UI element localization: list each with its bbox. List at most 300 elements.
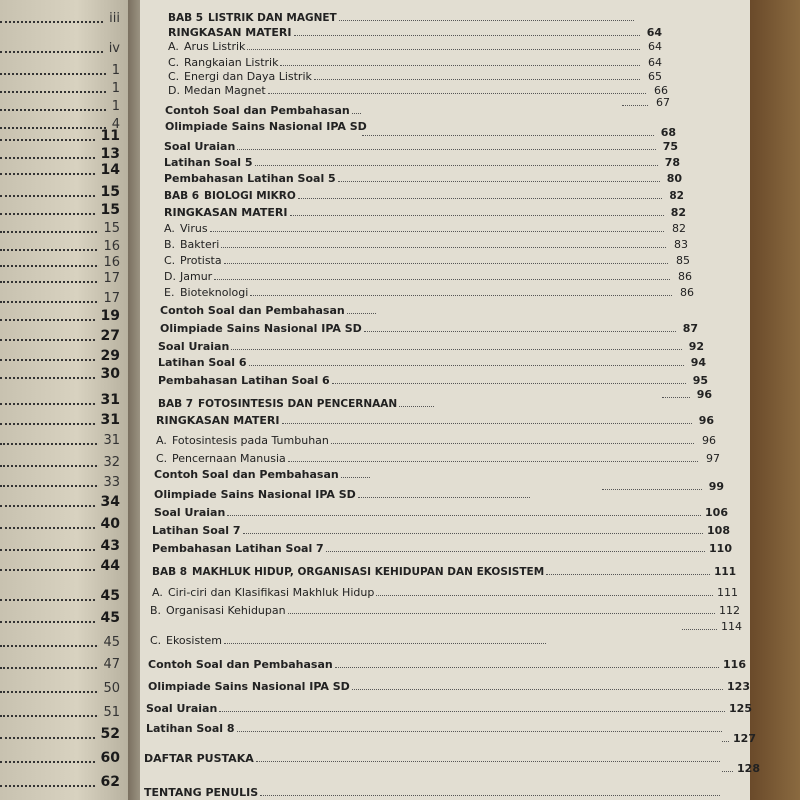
toc-entry: [152, 566, 736, 578]
left-page: [0, 0, 128, 800]
leader-dots: [0, 351, 95, 361]
leader-dots: [214, 279, 670, 280]
page-number: 65: [648, 70, 662, 83]
leader-dots: [249, 365, 684, 366]
leader-dots: [399, 406, 434, 407]
toc-entry: [148, 680, 750, 693]
toc-entry: [168, 56, 662, 69]
leader-dots: [288, 613, 715, 614]
page-number: 44: [100, 558, 120, 574]
leader-dots: [294, 35, 641, 36]
toc-entry: [165, 120, 365, 133]
page-number: 17: [103, 290, 120, 306]
left-page-row: [0, 748, 120, 768]
leader-dots: [347, 313, 376, 314]
page-number: 52: [100, 726, 120, 742]
toc-prefix: BAB 7: [158, 398, 194, 410]
leader-dots: [0, 457, 97, 467]
toc-title: MAKHLUK HIDUP, ORGANISASI KEHIDUPAN DAN EKOSISTEM: [192, 566, 545, 578]
toc-entry: [164, 270, 692, 283]
page-number: 128: [737, 762, 760, 775]
left-page-row: [0, 586, 120, 606]
page-number: 33: [103, 474, 120, 490]
toc-entry: [158, 340, 704, 353]
toc-title: Pembahasan Latihan Soal 6: [158, 374, 330, 387]
page-number: 32: [103, 454, 120, 470]
toc-entry: [165, 104, 365, 117]
leader-dots: [0, 561, 95, 571]
page-number: 13: [100, 146, 120, 162]
left-page-row: [0, 608, 120, 628]
toc-entry: [144, 786, 724, 799]
page-number: 127: [733, 732, 756, 745]
leader-dots: [231, 349, 682, 350]
page-number: 68: [660, 126, 676, 139]
leader-dots: [243, 533, 703, 534]
toc-entry: [146, 702, 752, 715]
page-number: 1: [111, 80, 120, 96]
toc-title: Soal Uraian: [146, 702, 218, 715]
leader-dots: [280, 65, 640, 66]
toc-entry: [164, 190, 684, 202]
toc-prefix: B.: [164, 238, 176, 251]
leader-dots: [682, 629, 717, 630]
page-number: 99: [708, 480, 724, 493]
leader-dots: [546, 574, 710, 575]
toc-entry: [156, 414, 714, 427]
leader-dots: [352, 113, 361, 114]
leader-dots: [227, 515, 701, 516]
left-page-row: [0, 472, 120, 492]
toc-title: Olimpiade Sains Nasional IPA SD: [154, 488, 356, 501]
leader-dots: [0, 43, 103, 53]
page-number: 64: [648, 40, 662, 53]
leader-dots: [0, 729, 95, 739]
left-page-row: [0, 492, 120, 512]
page-number: 17: [103, 270, 120, 286]
toc-title: Fotosintesis pada Tumbuhan: [172, 434, 329, 447]
page-number: 27: [100, 328, 120, 344]
leader-dots: [237, 149, 656, 150]
page-number: 34: [100, 494, 120, 510]
toc-entry: [158, 398, 438, 410]
toc-title: Bakteri: [180, 238, 220, 251]
toc-entry: [152, 586, 738, 599]
leader-dots: [210, 231, 664, 232]
toc-entry: [164, 254, 690, 267]
left-page-row: [0, 38, 120, 58]
page-number: 64: [646, 26, 662, 39]
leader-dots: [331, 443, 694, 444]
leader-dots: [332, 383, 686, 384]
toc-prefix: C.: [168, 70, 180, 83]
page-number: 50: [103, 680, 120, 696]
page-number: 64: [648, 56, 662, 69]
leader-dots: [376, 595, 713, 596]
toc-entry: [164, 156, 680, 169]
toc-entry: [152, 524, 730, 537]
leader-dots: [0, 519, 95, 529]
leader-dots: [256, 761, 720, 762]
leader-dots: [722, 771, 733, 772]
toc-prefix: A.: [152, 586, 163, 599]
toc-title: Pembahasan Latihan Soal 5: [164, 172, 336, 185]
page-number: 82: [670, 206, 686, 219]
toc-prefix: BAB 8: [152, 566, 188, 578]
page-number: 110: [709, 542, 732, 555]
toc-title: RINGKASAN MATERI: [164, 206, 288, 219]
leader-dots: [0, 435, 97, 445]
leader-dots: [250, 295, 672, 296]
toc-title: Virus: [180, 222, 208, 235]
page-number: iv: [108, 40, 120, 56]
toc-entry: [660, 388, 712, 401]
page-number: 45: [103, 634, 120, 650]
page-number: 60: [100, 750, 120, 766]
toc-title: Olimpiade Sains Nasional IPA SD: [148, 680, 350, 693]
toc-title: Contoh Soal dan Pembahasan: [165, 104, 350, 117]
left-page-row: [0, 200, 120, 220]
toc-entry: [144, 752, 724, 765]
toc-title: Ciri-ciri dan Klasifikasi Makhluk Hidup: [168, 586, 375, 599]
page-number: 123: [727, 680, 750, 693]
leader-dots: [224, 643, 546, 644]
page-number: 31: [103, 432, 120, 448]
toc-entry: [164, 206, 686, 219]
left-page-row: [0, 536, 120, 556]
wooden-table: [750, 0, 800, 800]
left-page-row: [0, 126, 120, 146]
page-number: 51: [103, 704, 120, 720]
toc-prefix: C.: [150, 634, 162, 647]
page-number: 85: [676, 254, 690, 267]
toc-entry: [164, 140, 678, 153]
leader-dots: [282, 423, 693, 424]
toc-entry: [150, 604, 740, 617]
page-number: 30: [100, 366, 120, 382]
page-number: 86: [680, 286, 694, 299]
toc-prefix: BAB 5: [168, 12, 204, 24]
page-number: 82: [672, 222, 686, 235]
toc-entry: [168, 70, 662, 83]
page-number: 116: [723, 658, 746, 671]
page-number: 111: [717, 586, 738, 599]
left-page-row: [0, 556, 120, 576]
leader-dots: [602, 489, 702, 490]
page-number: iii: [109, 10, 120, 26]
page-number: 31: [100, 392, 120, 408]
toc-title: Olimpiade Sains Nasional IPA SD: [165, 120, 367, 133]
leader-dots: [237, 731, 722, 732]
leader-dots: [335, 667, 719, 668]
leader-dots: [0, 13, 103, 23]
page-number: 66: [654, 84, 668, 97]
page-number: 16: [103, 238, 120, 254]
toc-title: Soal Uraian: [158, 340, 230, 353]
leader-dots: [290, 215, 665, 216]
toc-entry: [620, 96, 670, 109]
left-page-row: [0, 410, 120, 430]
left-page-row: [0, 288, 120, 308]
leader-dots: [255, 165, 658, 166]
page-number: 78: [664, 156, 680, 169]
toc-entry: [164, 222, 686, 235]
toc-entry: [168, 26, 662, 39]
toc-title: FOTOSINTESIS DAN PENCERNAAN: [198, 398, 398, 410]
page-number: 111: [714, 566, 736, 578]
left-page-row: [0, 268, 120, 288]
leader-dots: [0, 541, 95, 551]
left-page-row: [0, 306, 120, 326]
leader-dots: [219, 711, 725, 712]
toc-title: Contoh Soal dan Pembahasan: [148, 658, 333, 671]
toc-prefix: C.: [164, 254, 176, 267]
page-number: 92: [688, 340, 704, 353]
leader-dots: [0, 131, 95, 141]
page-number: 112: [719, 604, 740, 617]
page-number: 96: [698, 414, 714, 427]
toc-entry: [150, 634, 550, 647]
toc-entry: [152, 542, 732, 555]
left-page-row: [0, 346, 120, 366]
leader-dots: [288, 461, 698, 462]
leader-dots: [0, 415, 95, 425]
toc-entry: [158, 374, 708, 387]
leader-dots: [362, 135, 654, 136]
page-number: 47: [103, 656, 120, 672]
toc-title: Soal Uraian: [154, 506, 226, 519]
page-number: 86: [678, 270, 692, 283]
toc-entry: [720, 762, 760, 775]
toc-entry: [164, 238, 688, 251]
leader-dots: [0, 149, 95, 159]
toc-title: Olimpiade Sains Nasional IPA SD: [160, 322, 362, 335]
page-number: 96: [702, 434, 716, 447]
page-number: 106: [705, 506, 728, 519]
page-number: 16: [103, 254, 120, 270]
toc-title: Latihan Soal 5: [164, 156, 253, 169]
page-number: 1: [111, 62, 120, 78]
page-number: 83: [674, 238, 688, 251]
toc-prefix: C.: [156, 452, 168, 465]
toc-entry: [168, 12, 638, 24]
toc-entry: [680, 620, 742, 633]
toc-entry: [148, 658, 746, 671]
left-page-row: [0, 724, 120, 744]
leader-dots: [260, 795, 720, 796]
leader-dots: [326, 551, 705, 552]
toc-title: Latihan Soal 8: [146, 722, 235, 735]
leader-dots: [0, 613, 95, 623]
toc-title: DAFTAR PUSTAKA: [144, 752, 254, 765]
left-page-row: [0, 160, 120, 180]
page-number: 80: [666, 172, 682, 185]
leader-dots: [0, 777, 95, 787]
left-page-row: [0, 218, 120, 238]
leader-dots: [0, 65, 106, 75]
page-number: 62: [100, 774, 120, 790]
leader-dots: [0, 101, 106, 111]
toc-entry: [160, 304, 380, 317]
page-number: 95: [692, 374, 708, 387]
leader-dots: [0, 707, 97, 717]
toc-title: Latihan Soal 6: [158, 356, 247, 369]
toc-title: Pembahasan Latihan Soal 7: [152, 542, 324, 555]
left-page-row: [0, 364, 120, 384]
toc-title: Bioteknologi: [180, 286, 249, 299]
leader-dots: [0, 223, 97, 233]
page-number: 75: [662, 140, 678, 153]
left-page-row: [0, 452, 120, 472]
page-number: 31: [100, 412, 120, 428]
leader-dots: [722, 741, 729, 742]
leader-dots: [0, 369, 95, 379]
page-number: 114: [721, 620, 742, 633]
left-page-row: [0, 632, 120, 652]
page-number: 45: [100, 588, 120, 604]
toc-title: Contoh Soal dan Pembahasan: [154, 468, 339, 481]
page-number: 97: [706, 452, 720, 465]
page-number: 87: [682, 322, 698, 335]
page-number: 14: [100, 162, 120, 178]
leader-dots: [298, 198, 662, 199]
page-number: 40: [100, 516, 120, 532]
leader-dots: [268, 93, 646, 94]
left-page-row: [0, 182, 120, 202]
page-number: 15: [103, 220, 120, 236]
leader-dots: [0, 273, 97, 283]
left-page-row: [0, 60, 120, 80]
left-page-row: [0, 678, 120, 698]
leader-dots: [0, 187, 95, 197]
toc-prefix: D.: [164, 270, 176, 283]
left-page-row: [0, 8, 120, 28]
page-number: 94: [690, 356, 706, 369]
toc-title: Jamur: [180, 270, 213, 283]
leader-dots: [0, 497, 95, 507]
page-number: 96: [696, 388, 712, 401]
left-page-row: [0, 390, 120, 410]
leader-dots: [0, 591, 95, 601]
page-number: 15: [100, 202, 120, 218]
leader-dots: [0, 331, 95, 341]
toc-entry: [160, 322, 698, 335]
page-number: 1: [111, 98, 120, 114]
leader-dots: [314, 79, 640, 80]
toc-entry: [600, 480, 724, 493]
leader-dots: [0, 477, 97, 487]
leader-dots: [0, 637, 97, 647]
page-number: 67: [656, 96, 670, 109]
toc-entry: [720, 732, 756, 745]
leader-dots: [662, 397, 690, 398]
toc-entry: [168, 40, 662, 53]
left-page-row: [0, 326, 120, 346]
page-number: 4: [111, 116, 120, 132]
toc-title: Ekosistem: [166, 634, 222, 647]
toc-title: Arus Listrik: [184, 40, 246, 53]
toc-entry: [154, 468, 374, 481]
toc-prefix: C.: [168, 56, 180, 69]
toc-prefix: A.: [164, 222, 175, 235]
leader-dots: [247, 49, 640, 50]
toc-title: RINGKASAN MATERI: [168, 26, 292, 39]
toc-title: RINGKASAN MATERI: [156, 414, 280, 427]
left-page-row: [0, 702, 120, 722]
leader-dots: [0, 659, 97, 669]
toc-entry: [154, 488, 534, 501]
page-number: 43: [100, 538, 120, 554]
leader-dots: [339, 20, 634, 21]
toc-title: BIOLOGI MIKRO: [204, 190, 296, 202]
toc-title: Pencernaan Manusia: [172, 452, 286, 465]
leader-dots: [622, 105, 648, 106]
toc-title: LISTRIK DAN MAGNET: [208, 12, 337, 24]
toc-entry: [168, 84, 668, 97]
toc-entry: [154, 506, 728, 519]
leader-dots: [0, 293, 97, 303]
leader-dots: [0, 205, 95, 215]
toc-prefix: E.: [164, 286, 175, 299]
toc-prefix: B.: [150, 604, 162, 617]
toc-title: Contoh Soal dan Pembahasan: [160, 304, 345, 317]
page-number: 45: [100, 610, 120, 626]
leader-dots: [0, 311, 95, 321]
toc-title: Energi dan Daya Listrik: [184, 70, 312, 83]
leader-dots: [0, 165, 95, 175]
left-page-row: [0, 772, 120, 792]
leader-dots: [0, 395, 95, 405]
toc-entry: [146, 722, 726, 735]
toc-title: TENTANG PENULIS: [144, 786, 259, 799]
toc-entry: [156, 452, 720, 465]
page-number: 15: [100, 184, 120, 200]
page-number: 29: [100, 348, 120, 364]
toc-title: Organisasi Kehidupan: [166, 604, 286, 617]
left-page-row: [0, 96, 120, 116]
toc-title: Protista: [180, 254, 222, 267]
leader-dots: [341, 477, 370, 478]
leader-dots: [0, 241, 97, 251]
leader-dots: [0, 83, 106, 93]
page-number: 19: [100, 308, 120, 324]
toc-title: Latihan Soal 7: [152, 524, 241, 537]
leader-dots: [358, 497, 530, 498]
leader-dots: [0, 683, 97, 693]
page-number: 82: [669, 190, 684, 202]
page-number: 11: [100, 128, 120, 144]
leader-dots: [224, 263, 668, 264]
toc-entry: [156, 434, 716, 447]
left-page-row: [0, 514, 120, 534]
leader-dots: [0, 257, 97, 267]
leader-dots: [221, 247, 666, 248]
leader-dots: [338, 181, 660, 182]
toc-prefix: BAB 6: [164, 190, 200, 202]
left-page-row: [0, 430, 120, 450]
toc-title: Soal Uraian: [164, 140, 236, 153]
toc-entry: [158, 356, 706, 369]
left-page-row: [0, 654, 120, 674]
leader-dots: [364, 331, 676, 332]
toc-entry: [164, 172, 682, 185]
toc-entry: [164, 286, 694, 299]
toc-prefix: A.: [168, 40, 179, 53]
toc-entry: [360, 126, 676, 139]
leader-dots: [0, 753, 95, 763]
page-number: 125: [729, 702, 752, 715]
toc-title: Rangkaian Listrik: [184, 56, 279, 69]
